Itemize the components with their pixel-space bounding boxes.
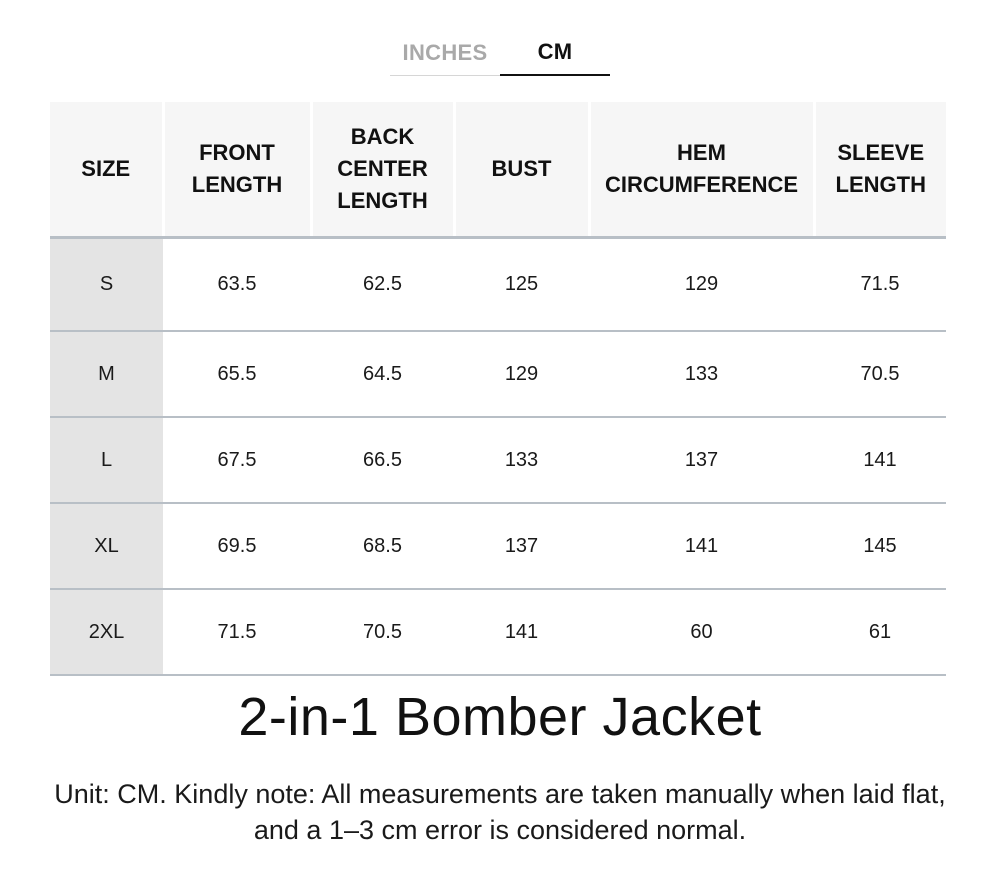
hem-circumference-cell: 133 — [589, 331, 814, 417]
size-cell: XL — [50, 503, 163, 589]
header-back-center-length: BACK CENTER LENGTH — [311, 102, 454, 238]
bust-cell: 129 — [454, 331, 589, 417]
hem-circumference-cell: 129 — [589, 238, 814, 332]
hem-circumference-cell: 60 — [589, 589, 814, 675]
header-bust: BUST — [454, 102, 589, 238]
tab-cm[interactable]: CM — [500, 30, 610, 76]
back-center-length-cell: 62.5 — [311, 238, 454, 332]
sleeve-length-cell: 141 — [814, 417, 946, 503]
product-title: 2-in-1 Bomber Jacket — [238, 687, 762, 747]
front-length-cell: 65.5 — [163, 331, 311, 417]
front-length-cell: 67.5 — [163, 417, 311, 503]
front-length-cell: 71.5 — [163, 589, 311, 675]
table-row — [50, 503, 946, 589]
tab-inches[interactable]: INCHES — [390, 30, 500, 76]
hem-circumference-cell: 137 — [589, 417, 814, 503]
table-row — [50, 589, 946, 675]
bust-cell: 137 — [454, 503, 589, 589]
table-row — [50, 331, 946, 417]
sleeve-length-cell: 71.5 — [814, 238, 946, 332]
back-center-length-cell: 64.5 — [311, 331, 454, 417]
size-cell: M — [50, 331, 163, 417]
sleeve-length-cell: 61 — [814, 589, 946, 675]
header-hem-circumference: HEM CIRCUMFERENCE — [589, 102, 814, 238]
bust-cell: 141 — [454, 589, 589, 675]
size-cell: L — [50, 417, 163, 503]
bust-cell: 133 — [454, 417, 589, 503]
sleeve-length-cell: 70.5 — [814, 331, 946, 417]
size-cell: S — [50, 238, 163, 332]
back-center-length-cell: 68.5 — [311, 503, 454, 589]
header-front-length: FRONT LENGTH — [163, 102, 311, 238]
back-center-length-cell: 66.5 — [311, 417, 454, 503]
front-length-cell: 69.5 — [163, 503, 311, 589]
table-header-row — [50, 102, 946, 238]
measurement-note: Unit: CM. Kindly note: All measurements are taken manually when laid flat, and a 1–3 cm error is considered normal. — [54, 779, 946, 845]
table-row — [50, 238, 946, 332]
bust-cell: 125 — [454, 238, 589, 332]
unit-tabs — [390, 30, 610, 78]
hem-circumference-cell: 141 — [589, 503, 814, 589]
size-cell: 2XL — [50, 589, 163, 675]
size-chart-table — [50, 102, 946, 676]
sleeve-length-cell: 145 — [814, 503, 946, 589]
table-row — [50, 417, 946, 503]
back-center-length-cell: 70.5 — [311, 589, 454, 675]
front-length-cell: 63.5 — [163, 238, 311, 332]
header-size: SIZE — [50, 102, 163, 238]
header-sleeve-length: SLEEVE LENGTH — [814, 102, 946, 238]
